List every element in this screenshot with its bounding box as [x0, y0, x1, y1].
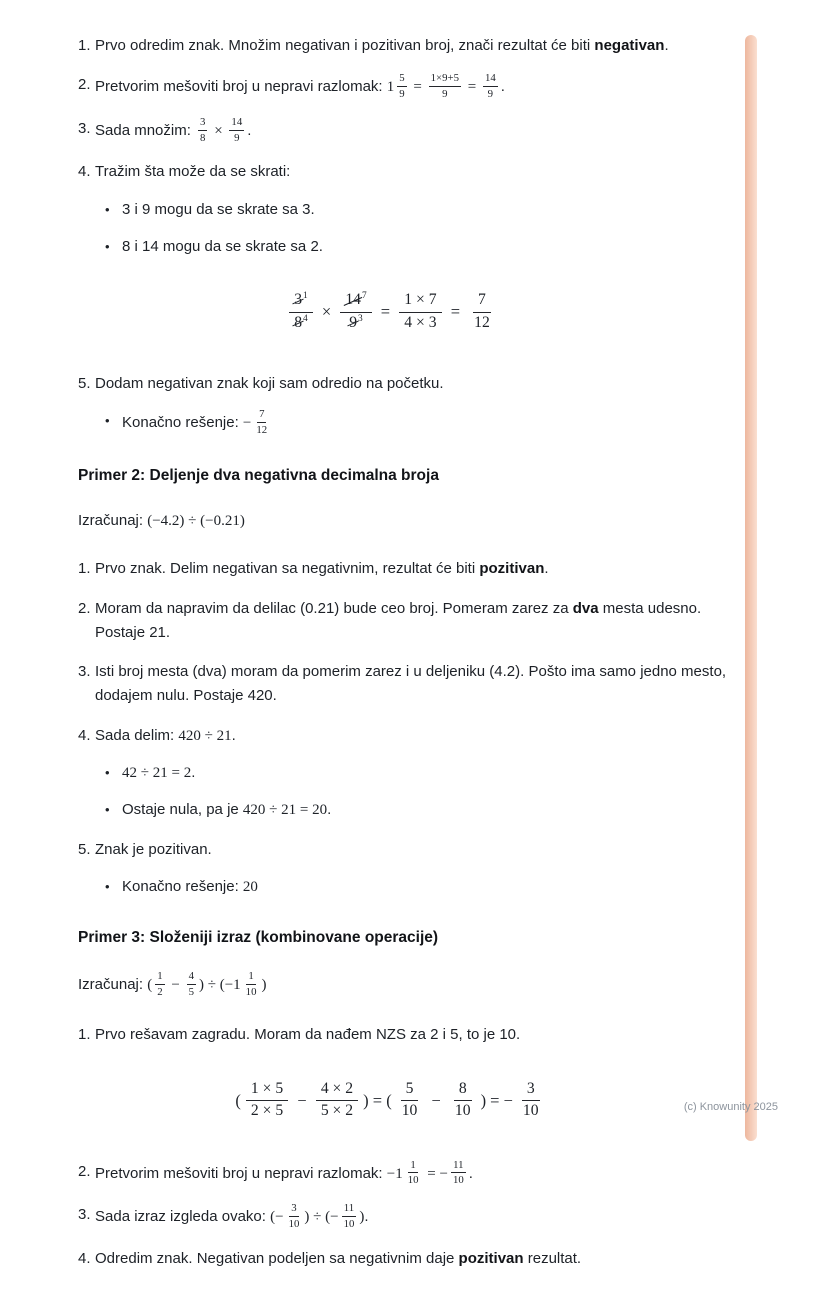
- list-number: 3.: [78, 119, 91, 137]
- section-heading-primer-3: Primer 3: Složeniji izraz (kombinovane operacije): [78, 929, 439, 947]
- intro-paragraph: Izračunaj: (−4.2) ÷ (−0.21): [78, 511, 245, 529]
- bullet-marker: •: [105, 238, 110, 254]
- numbered-item: [78, 117, 736, 145]
- list-number: 4.: [78, 726, 91, 744]
- numbered-item: [78, 838, 736, 900]
- bullet-item: [105, 875, 736, 899]
- bullet-item-text: Konačno rešenje: − $\frac{7}{12}$: [122, 407, 268, 436]
- list-number: 2.: [78, 1162, 91, 1180]
- list-number: 3.: [78, 663, 91, 681]
- bullet-item-text: 3 i 9 mogu da se skrate sa 3.: [122, 200, 315, 218]
- numbered-item: [78, 1160, 736, 1188]
- display-formula-parentheses: ( $\frac{1 \times 5}{2 \times 5}$ − $\frac{4 \times 2}{5 \times 2}$ ) = ( $\frac{5}{10}$ − $\frac{8}{10}$ ) = − $\frac{3}{10}$: [235, 1079, 539, 1120]
- list-number: 1.: [78, 1026, 91, 1044]
- bullet-item: [105, 198, 736, 222]
- bullet-item-text: Konačno rešenje: 20: [122, 877, 258, 895]
- list-number: 5.: [78, 374, 91, 392]
- numbered-item: [78, 597, 736, 646]
- bullet-item: [105, 409, 736, 437]
- list-item-text: Pretvorim mešoviti broj u nepravi razlomak: 1 $\frac{5}{9}$ = $\frac{1\times 9+5}{9}$ = $\frac{14}{9}$ .: [95, 72, 505, 101]
- numbered-item: [78, 372, 736, 438]
- bullet-marker: •: [105, 878, 110, 894]
- numbered-item: [78, 160, 736, 259]
- scrollbar-thumb[interactable]: [745, 35, 757, 1141]
- list-item-text: Sada izraz izgleda ovako: (− $\frac{3}{10}$ ) ÷ (− $\frac{11}{10}$ ).: [95, 1202, 369, 1230]
- list-item-text: Znak je pozitivan.: [95, 840, 212, 858]
- bullet-marker: •: [105, 765, 110, 781]
- list-number: 1.: [78, 37, 91, 54]
- numbered-item: [78, 660, 736, 709]
- numbered-item: [78, 724, 736, 823]
- bullet-marker: •: [105, 802, 110, 818]
- list-item-text: Tražim šta može da se skrati:: [95, 163, 291, 181]
- bullet-item: [105, 798, 736, 822]
- display-formula-cancellation: $\frac{3^1}{8^4}$ × $\frac{14^7}{9^3}$ = $\frac{1 \times 7}{4 \times 3}$ = $\frac{7}{12}$: [78, 291, 706, 335]
- list-item-text: Sada množim: $\frac{3}{8}$ × $\frac{14}{9}$ .: [95, 115, 252, 144]
- section-heading-primer-2: Primer 2: Deljenje dva negativna decimalna broja: [78, 467, 439, 485]
- numbered-item: [78, 1247, 736, 1271]
- list-item-text: Dodam negativan znak koji sam odredio na početku.: [95, 374, 444, 392]
- list-item-text: Pretvorim mešoviti broj u nepravi razlomak: −1 $\frac{1}{10}$ = − $\frac{11}{10}$ .: [95, 1158, 473, 1187]
- list-number: 5.: [78, 840, 91, 858]
- bullet-marker: •: [105, 201, 110, 217]
- list-number: 3.: [78, 1206, 91, 1224]
- numbered-item: [78, 73, 736, 101]
- bullet-item-text: 42 ÷ 21 = 2.: [122, 764, 196, 782]
- bullet-item-text: 8 i 14 mogu da se skrate sa 2.: [122, 237, 323, 255]
- list-item-text: Prvo znak. Delim negativan sa negativnim, rezultat će biti pozitivan.: [95, 560, 549, 578]
- bullet-marker: •: [105, 412, 110, 428]
- list-number: 2.: [78, 76, 91, 94]
- list-number: 4.: [78, 1249, 91, 1267]
- list-number: 4.: [78, 163, 91, 181]
- list-item-text: Prvo odredim znak. Množim negativan i pozitivan broj, znači rezultat će biti negativan.: [95, 37, 669, 54]
- list-item-text: Moram da napravim da delilac (0.21) bude ceo broj. Pomeram zarez za dva mesta udesno. Postaje 21.: [95, 599, 702, 641]
- numbered-item: [78, 1203, 736, 1231]
- list-item-text: Prvo rešavam zagradu. Moram da nađem NZS za 2 i 5, to je 10.: [95, 1026, 521, 1044]
- intro-paragraph: Izračunaj: ( $\frac{1}{2}$ − $\frac{4}{5}$ ) ÷ (−1 $\frac{1}{10}$ ): [78, 969, 267, 998]
- list-number: 1.: [78, 560, 91, 578]
- bullet-item: [105, 235, 736, 259]
- list-item-text: Isti broj mesta (dva) moram da pomerim zarez i u deljeniku (4.2). Pošto ima samo jedno mesto, dodajem nulu. Postaje 420.: [95, 663, 727, 705]
- numbered-item: [78, 1023, 736, 1047]
- copyright-watermark: (c) Knowunity 2025: [683, 1101, 778, 1113]
- bullet-item: [105, 761, 736, 785]
- list-number: 2.: [78, 599, 91, 617]
- bullet-item-text: Ostaje nula, pa je 420 ÷ 21 = 20.: [122, 801, 332, 819]
- numbered-item: [78, 557, 736, 581]
- list-item-text: Odredim znak. Negativan podeljen sa negativnim daje pozitivan rezultat.: [95, 1249, 582, 1267]
- numbered-item: [78, 34, 736, 58]
- list-item-text: Sada delim: 420 ÷ 21.: [95, 726, 236, 744]
